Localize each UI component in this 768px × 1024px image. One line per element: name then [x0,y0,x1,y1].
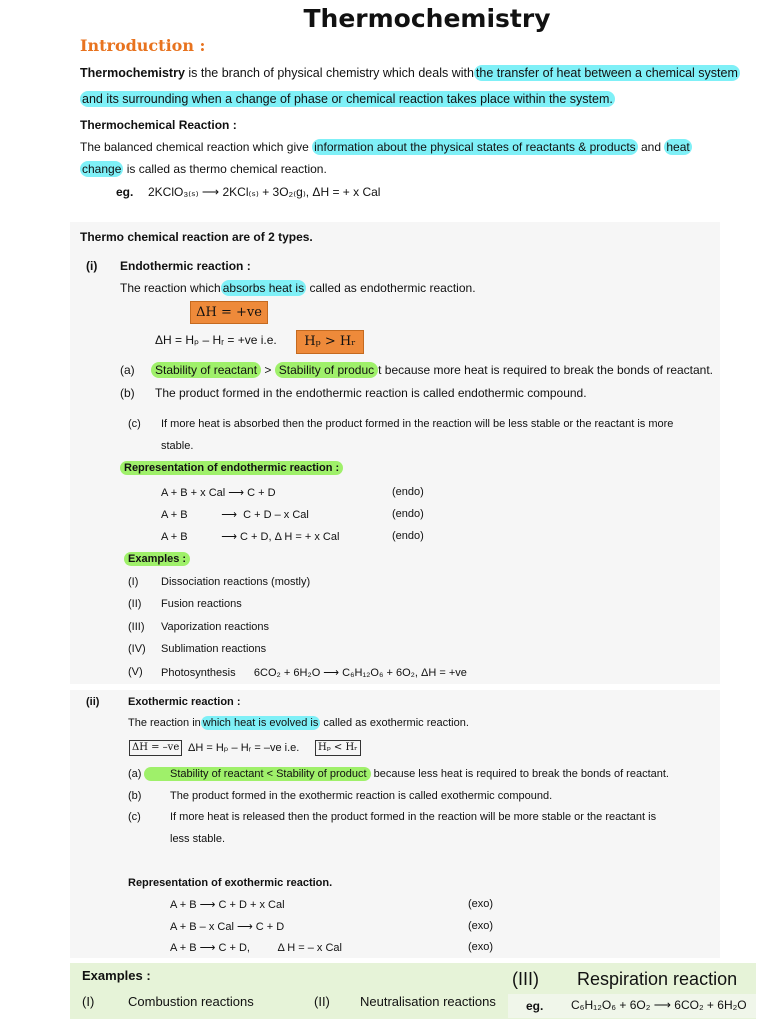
respiration-equation: C₆H₁₂O₆ + 6O₂ ⟶ 6CO₂ + 6H₂O [571,998,747,1012]
endo-definition [120,281,476,295]
endo-rep-2-tag: (endo) [392,508,424,520]
exo-rep-2-tag: (exo) [468,920,494,932]
reaction-highlight-1: information about the physical states of reactants & products [314,140,636,154]
reaction-line-1 [80,140,692,154]
exo-example-2-num: (II) [314,994,330,1009]
exo-rep-2: A + B – x Cal ⟶ C + D [170,921,285,933]
endo-rep-1: A + B + x Cal ⟶ C + D [161,487,276,499]
exo-item-a-num: (a) [128,768,142,780]
endo-rep-2: A + B ⟶ C + D – x Cal [161,509,309,521]
endo-example-5-num: (V) [128,666,143,678]
endo-example-4: Sublimation reactions [161,643,267,655]
endo-rep-3-tag: (endo) [392,530,424,542]
reaction-text: The balanced chemical reaction which give [80,140,309,154]
endo-example-3: Vaporization reactions [161,621,270,633]
reaction-highlight-3: change [82,162,122,176]
reaction-and: and [641,140,662,154]
endo-item-c: If more heat is absorbed then the product formed in the reaction will be less stable or the reactant is more [161,418,674,430]
endo-rep-heading-text: Representation of endothermic reaction : [120,461,343,475]
exo-delta-box: ΔH = –ve [129,740,182,756]
exo-def-highlight: which heat is evolved is [202,717,319,729]
intro-line-1 [80,66,740,80]
endo-a-rest: t because more heat is required to break the bonds of reactant. [378,363,714,377]
endo-rep-heading [120,462,343,474]
eg-reaction: 2KClO₃₍ₛ₎ ⟶ 2KCl₍ₛ₎ + 3O₂₍g₎, ΔH = + x Cal [148,185,381,199]
exo-item-a [144,768,669,780]
endo-heading: Endothermic reaction : [120,259,251,273]
endo-a-highlight-2: Stability of produc [275,362,378,378]
endo-num: (i) [86,259,98,273]
exo-example-3-num: (III) [512,969,539,989]
exo-example-2: Neutralisation reactions [360,994,496,1009]
reaction-highlight-2: heat [666,140,690,154]
exo-heading: Exothermic reaction : [128,696,241,708]
endo-example-2: Fusion reactions [161,598,242,610]
endo-item-c-num: (c) [128,418,141,430]
endo-rep-1-tag: (endo) [392,486,424,498]
exo-def-text-2: called as exothermic reaction. [320,717,469,729]
endo-item-a-num: (a) [120,363,135,377]
exo-definition [128,717,469,729]
exo-example-1: Combustion reactions [128,994,254,1009]
exo-item-c-num: (c) [128,811,141,823]
reaction-heading: Thermochemical Reaction : [80,118,237,132]
types-heading: Thermo chemical reaction are of 2 types. [80,230,313,244]
intro-line-2 [80,92,615,106]
exo-item-b-num: (b) [128,790,142,802]
page-title: Thermochemistry [303,4,551,33]
exo-example-3: Respiration reaction [577,969,738,989]
endo-rep-3: A + B ⟶ C + D, Δ H = + x Cal [161,531,340,543]
endo-item-a [151,363,713,377]
endo-item-c-2: stable. [161,440,194,452]
exo-rep-3-tag: (exo) [468,941,494,953]
exo-rep-heading: Representation of exothermic reaction. [128,877,333,889]
exo-rep-3: A + B ⟶ C + D, Δ H = – x Cal [170,942,342,954]
respiration-eg-label: eg. [526,999,544,1013]
endo-a-mid: > [261,363,275,377]
eg-label: eg. [116,185,134,199]
exo-example-1-num: (I) [82,994,95,1009]
endo-a-highlight-1: Stability of reactant [151,362,261,378]
endo-example-3-num: (III) [128,621,145,633]
intro-term: Thermochemistry [80,66,185,80]
exo-a-highlight: Stability of reactant < Stability of product [144,767,371,781]
exo-examples-heading: Examples : [82,968,151,983]
exo-enthalpy-box: Hₚ < Hᵣ [315,740,361,756]
exo-a-rest: because less heat is required to break the bonds of reactant. [370,768,669,780]
endo-examples-heading [124,553,190,565]
endo-formula: ΔH = Hₚ – Hᵣ = +ve i.e. [155,333,277,347]
endo-example-1-num: (I) [128,576,139,588]
intro-highlight-1: the transfer of heat between a chemical system [475,66,738,80]
endo-example-5: Photosynthesis 6CO₂ + 6H₂O ⟶ C₆H₁₂O₆ + 6O₂, ΔH = +ve [161,667,467,679]
exo-num: (ii) [86,696,100,708]
endo-example-2-num: (II) [128,598,142,610]
endo-delta-box: ΔH = +ve [190,301,268,324]
endo-example-1: Dissociation reactions (mostly) [161,576,311,588]
exo-formula: ΔH = Hₚ – Hᵣ = –ve i.e. [188,742,300,754]
endo-def-text-2: called as endothermic reaction. [306,281,476,295]
intro-highlight-2: and its surrounding when a change of phase or chemical reaction takes place within the system. [82,92,613,106]
exo-panel [70,690,720,958]
reaction-line-2 [80,162,327,176]
exo-item-c-2: less stable. [170,833,226,845]
exo-item-c: If more heat is released then the product formed in the reaction will be more stable or the reactant is [170,811,657,823]
intro-heading: Introduction : [80,36,206,55]
endo-def-highlight: absorbs heat is [222,281,305,295]
intro-text: is the branch of physical chemistry which deals with [184,66,474,80]
exo-item-b: The product formed in the exothermic reaction is called exothermic compound. [170,790,553,802]
endo-def-text: The reaction which [120,281,221,295]
reaction-text-2: is called as thermo chemical reaction. [123,162,327,176]
exo-rep-1-tag: (exo) [468,898,494,910]
exo-def-text: The reaction in [128,717,201,729]
endo-item-b-num: (b) [120,386,135,400]
endo-examples-heading-text: Examples : [124,552,190,566]
exo-rep-1: A + B ⟶ C + D + x Cal [170,899,285,911]
endo-example-4-num: (IV) [128,643,146,655]
endo-item-b: The product formed in the endothermic reaction is called endothermic compound. [155,386,587,400]
endo-enthalpy-box: Hₚ > Hᵣ [296,330,364,354]
